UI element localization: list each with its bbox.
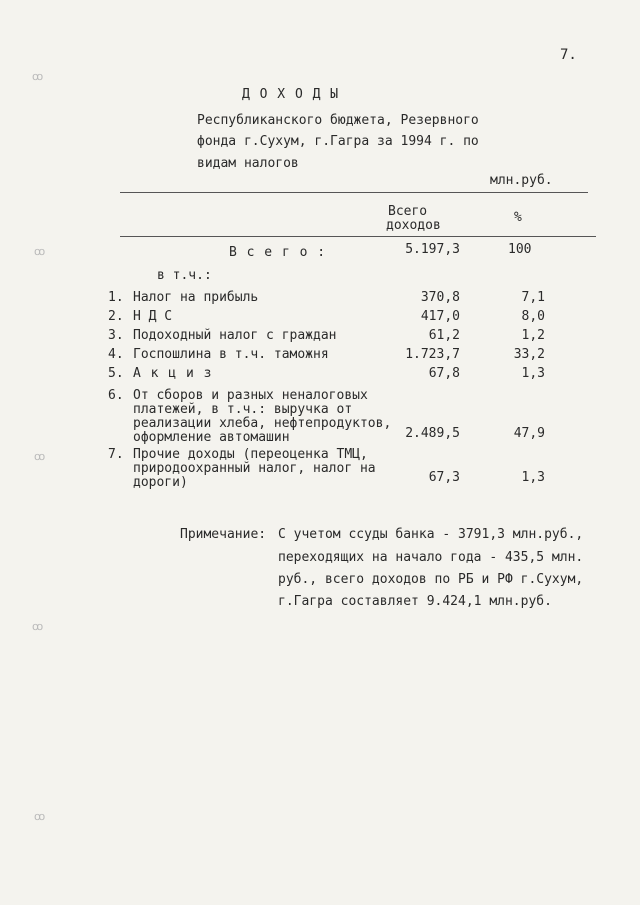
total-percent: 100 [508, 242, 532, 257]
row-number: 4. [108, 347, 124, 362]
row-number: 3. [108, 328, 124, 343]
row-value: 370,8 [420, 290, 460, 305]
row-label: Прочие доходы (переоценка ТМЦ, [133, 447, 368, 462]
margin-mark: ꝏ [34, 450, 46, 463]
column-header-total: доходов [386, 218, 441, 233]
row-value: 2.489,5 [405, 426, 460, 441]
column-header-total: Всего [388, 204, 428, 219]
row-label: Госпошлина в т.ч. таможня [133, 347, 329, 362]
row-label: А к ц и з [133, 366, 213, 381]
row-value: 417,0 [420, 309, 460, 324]
note-line: г.Гагра составляет 9.424,1 млн.руб. [278, 594, 552, 609]
row-number: 2. [108, 309, 124, 324]
table-header-rule [120, 236, 596, 237]
row-value: 67,3 [428, 470, 460, 485]
row-percent: 47,9 [513, 426, 545, 441]
note-line: руб., всего доходов по РБ и РФ г.Сухум, [278, 572, 584, 587]
row-value: 1.723,7 [405, 347, 460, 362]
page-number: 7. [560, 47, 577, 63]
row-percent: 7,1 [521, 290, 545, 305]
including-label: в т.ч.: [157, 268, 212, 283]
note-line: С учетом ссуды банка - 3791,3 млн.руб., [278, 527, 584, 542]
document-title: Д О Х О Д Ы [242, 87, 340, 102]
row-number: 6. [108, 388, 124, 403]
note-label: Примечание: [180, 527, 267, 542]
total-label: В с е г о : [229, 245, 327, 260]
subtitle-line: видам налогов [197, 156, 299, 171]
row-number: 1. [108, 290, 124, 305]
row-label: платежей, в т.ч.: выручка от [133, 402, 353, 417]
row-label: природоохранный налог, налог на [133, 461, 376, 476]
row-label: Подоходный налог с граждан [133, 328, 337, 343]
row-label: дороги) [133, 475, 188, 490]
row-label: оформление автомашин [133, 430, 290, 445]
column-header-percent: % [514, 210, 522, 225]
row-percent: 1,3 [521, 470, 545, 485]
unit-label: млн.руб. [490, 173, 553, 188]
subtitle-line: фонда г.Сухум, г.Гагра за 1994 г. по [197, 134, 479, 149]
row-label: реализации хлеба, нефтепродуктов, [133, 416, 392, 431]
note-line: переходящих на начало года - 435,5 млн. [278, 550, 584, 565]
table-top-rule [120, 192, 588, 193]
row-value: 61,2 [428, 328, 460, 343]
margin-mark: ꝏ [34, 245, 46, 258]
row-number: 7. [108, 447, 124, 462]
row-label: От сборов и разных неналоговых [133, 388, 368, 403]
row-label: Н Д С [133, 309, 173, 324]
row-value: 67,8 [428, 366, 460, 381]
row-label: Налог на прибыль [133, 290, 259, 305]
margin-mark: ꝏ [34, 810, 46, 823]
row-number: 5. [108, 366, 124, 381]
subtitle-line: Республиканского бюджета, Резервного [197, 113, 479, 128]
row-percent: 1,2 [521, 328, 545, 343]
row-percent: 8,0 [521, 309, 545, 324]
row-percent: 33,2 [513, 347, 545, 362]
row-percent: 1,3 [521, 366, 545, 381]
margin-mark: ꝏ [32, 70, 44, 83]
margin-mark: ꝏ [32, 620, 44, 633]
total-value: 5.197,3 [405, 242, 460, 257]
